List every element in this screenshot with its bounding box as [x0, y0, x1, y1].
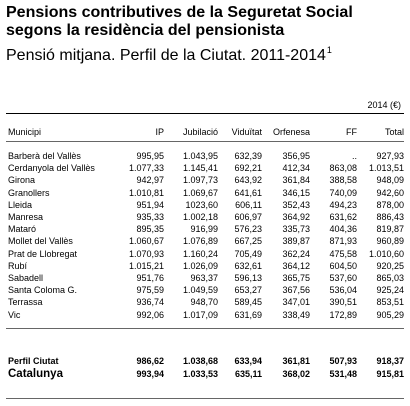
cell-viduitat: 632,39	[234, 151, 262, 161]
cell-jubilacio: 1.160,24	[182, 248, 218, 259]
cell-total: 878,00	[376, 199, 404, 210]
cell-viduitat: 631,69	[234, 309, 262, 320]
cell-orfenesa: 368,02	[282, 369, 310, 379]
cell-orfenesa: 361,81	[282, 356, 310, 366]
cell-ff: ..	[351, 151, 357, 161]
table-row	[0, 272, 410, 284]
cell-ff: 604,50	[329, 260, 357, 271]
cell-ip: 936,74	[136, 297, 164, 308]
header-municipi: Municipi	[8, 127, 42, 137]
cell-total: 925,24	[376, 285, 404, 296]
cell-orfenesa: 412,34	[282, 163, 310, 174]
cell-orfenesa: 356,95	[282, 151, 310, 161]
table-row	[0, 296, 410, 308]
total-row	[0, 355, 410, 367]
cell-ip: 1.070,93	[128, 248, 164, 259]
cell-total: 960,89	[376, 236, 404, 247]
cell-orfenesa: 365,75	[282, 273, 310, 283]
cell-ff: 531,48	[329, 369, 357, 379]
cell-viduitat: 641,61	[234, 187, 262, 198]
footnote-marker: 1	[326, 45, 332, 55]
cell-jubilacio: 1.145,41	[182, 163, 218, 174]
cell-jubilacio: 1.002,18	[182, 212, 218, 222]
cell-viduitat: 606,97	[234, 212, 262, 222]
cell-municipi: Catalunya	[8, 368, 63, 380]
cell-municipi: Mollet del Vallès	[8, 236, 73, 247]
cell-jubilacio: 1.097,73	[182, 175, 218, 186]
cell-ff: 507,93	[329, 356, 357, 366]
header-ip: IP	[155, 127, 164, 137]
cell-viduitat: 596,13	[234, 273, 262, 283]
subtitle-text: Pensió mitjana. Perfil de la Ciutat. 2011-2014	[6, 47, 326, 64]
cell-ip: 1.010,81	[128, 187, 164, 198]
cell-viduitat: 633,94	[234, 356, 262, 366]
cell-ff: 536,04	[329, 285, 357, 296]
cell-jubilacio: 1.038,68	[182, 356, 218, 366]
cell-ff: 388,58	[329, 175, 357, 186]
cell-viduitat: 635,11	[234, 369, 262, 379]
header-bottom-rule	[6, 141, 404, 142]
cell-viduitat: 643,92	[234, 175, 262, 186]
cell-total: 948,09	[376, 175, 404, 186]
cell-municipi: Granollers	[8, 187, 50, 198]
cell-jubilacio: 1.076,89	[182, 236, 218, 247]
cell-total: 886,43	[376, 212, 404, 222]
table-row	[0, 235, 410, 247]
cell-viduitat: 692,21	[234, 163, 262, 174]
cell-municipi: Vic	[8, 309, 21, 320]
cell-total: 1.013,51	[368, 163, 404, 174]
cell-total: 920,25	[376, 260, 404, 271]
cell-ff: 404,36	[329, 224, 357, 235]
header-top-rule	[6, 113, 404, 114]
cell-ff: 475,58	[329, 248, 357, 259]
cell-municipi: Mataró	[8, 224, 37, 235]
table-title	[6, 4, 353, 40]
cell-municipi: Girona	[8, 175, 36, 186]
unit-label: 2014 (€)	[367, 100, 401, 110]
cell-total: 1.010,60	[368, 248, 404, 259]
cell-ff: 863,08	[329, 163, 357, 174]
cell-municipi: Sabadell	[8, 273, 44, 283]
cell-total: 915,81	[376, 369, 404, 379]
cell-municipi: Santa Coloma G.	[8, 285, 78, 296]
cell-municipi: Manresa	[8, 212, 44, 222]
table-row	[0, 199, 410, 211]
cell-jubilacio: 1.049,59	[182, 285, 218, 296]
cell-jubilacio: 1.017,09	[182, 309, 218, 320]
cell-ip: 993,94	[136, 369, 164, 379]
total-row	[0, 368, 410, 380]
cell-ip: 935,33	[136, 212, 164, 222]
cell-viduitat: 653,27	[234, 285, 262, 296]
table-subtitle	[6, 41, 332, 65]
cell-orfenesa: 367,56	[282, 285, 310, 296]
cell-total: 918,37	[376, 356, 404, 366]
cell-jubilacio: 948,70	[190, 297, 218, 308]
table-row	[0, 150, 410, 162]
cell-viduitat: 576,23	[234, 224, 262, 235]
cell-jubilacio: 1.069,67	[182, 187, 218, 198]
cell-total: 905,29	[376, 309, 404, 320]
cell-ip: 1.077,33	[128, 163, 164, 174]
cell-orfenesa: 362,24	[282, 248, 310, 259]
title-line-1: Pensions contributives de la Seguretat Social	[6, 4, 353, 21]
cell-ip: 986,62	[136, 356, 164, 366]
cell-municipi: Prat de Llobregat	[8, 248, 78, 259]
cell-orfenesa: 364,92	[282, 212, 310, 222]
cell-orfenesa: 352,43	[282, 199, 310, 210]
cell-total: 853,51	[376, 297, 404, 308]
table-row	[0, 211, 410, 223]
cell-viduitat: 589,45	[234, 297, 262, 308]
cell-jubilacio: 1023,60	[185, 199, 218, 210]
cell-ip: 942,97	[136, 175, 164, 186]
cell-ip: 895,35	[136, 224, 164, 235]
cell-ff: 871,93	[329, 236, 357, 247]
cell-ip: 995,95	[136, 151, 164, 161]
header-jubilacio: Jubilació	[182, 127, 218, 137]
header-orfenesa: Orfenesa	[272, 127, 310, 137]
cell-municipi: Rubí	[8, 260, 28, 271]
cell-viduitat: 667,25	[234, 236, 262, 247]
cell-orfenesa: 347,01	[282, 297, 310, 308]
table-row	[0, 162, 410, 174]
header-viduitat: Viduïtat	[231, 127, 262, 137]
cell-ip: 975,59	[136, 285, 164, 296]
cell-ff: 494,23	[329, 199, 357, 210]
cell-ff: 390,51	[329, 297, 357, 308]
totals-top-rule	[6, 328, 404, 329]
cell-jubilacio: 1.033,53	[182, 369, 218, 379]
title-line-2: segons la residència del pensionista	[6, 22, 285, 39]
cell-viduitat: 632,61	[234, 260, 262, 271]
cell-municipi: Terrassa	[8, 297, 43, 308]
cell-total: 865,03	[376, 273, 404, 283]
cell-municipi: Perfil Ciutat	[8, 356, 59, 366]
table-row	[0, 174, 410, 186]
table-row	[0, 248, 410, 260]
cell-ff: 172,89	[329, 309, 357, 320]
cell-municipi: Lleida	[8, 199, 33, 210]
table-row	[0, 284, 410, 296]
cell-jubilacio: 1.043,95	[182, 151, 218, 161]
cell-orfenesa: 389,87	[282, 236, 310, 247]
cell-ff: 537,60	[329, 273, 357, 283]
cell-ip: 1.060,67	[128, 236, 164, 247]
cell-municipi: Barberà del Vallès	[8, 151, 81, 161]
cell-jubilacio: 1.026,09	[182, 260, 218, 271]
cell-ip: 951,76	[136, 273, 164, 283]
cell-orfenesa: 335,73	[282, 224, 310, 235]
cell-orfenesa: 361,84	[282, 175, 310, 186]
cell-total: 927,93	[376, 151, 404, 161]
cell-ip: 992,06	[136, 309, 164, 320]
table-bottom-rule	[6, 398, 404, 399]
table-row	[0, 260, 410, 272]
table-row	[0, 187, 410, 199]
cell-ip: 951,94	[136, 199, 164, 210]
cell-orfenesa: 338,49	[282, 309, 310, 320]
cell-ff: 631,62	[329, 212, 357, 222]
cell-orfenesa: 364,12	[282, 260, 310, 271]
header-ff: FF	[346, 127, 357, 137]
cell-viduitat: 606,11	[235, 199, 262, 210]
cell-viduitat: 705,49	[234, 248, 262, 259]
header-total: Total	[384, 127, 404, 137]
cell-total: 942,60	[376, 187, 404, 198]
table-row	[0, 309, 410, 321]
cell-municipi: Cerdanyola del Vallès	[8, 163, 95, 174]
cell-total: 819,87	[376, 224, 404, 235]
cell-ip: 1.015,21	[128, 260, 164, 271]
cell-ff: 740,09	[329, 187, 357, 198]
cell-jubilacio: 963,37	[190, 273, 218, 283]
cell-jubilacio: 916,99	[190, 224, 218, 235]
table-row	[0, 223, 410, 235]
cell-orfenesa: 346,15	[282, 187, 310, 198]
